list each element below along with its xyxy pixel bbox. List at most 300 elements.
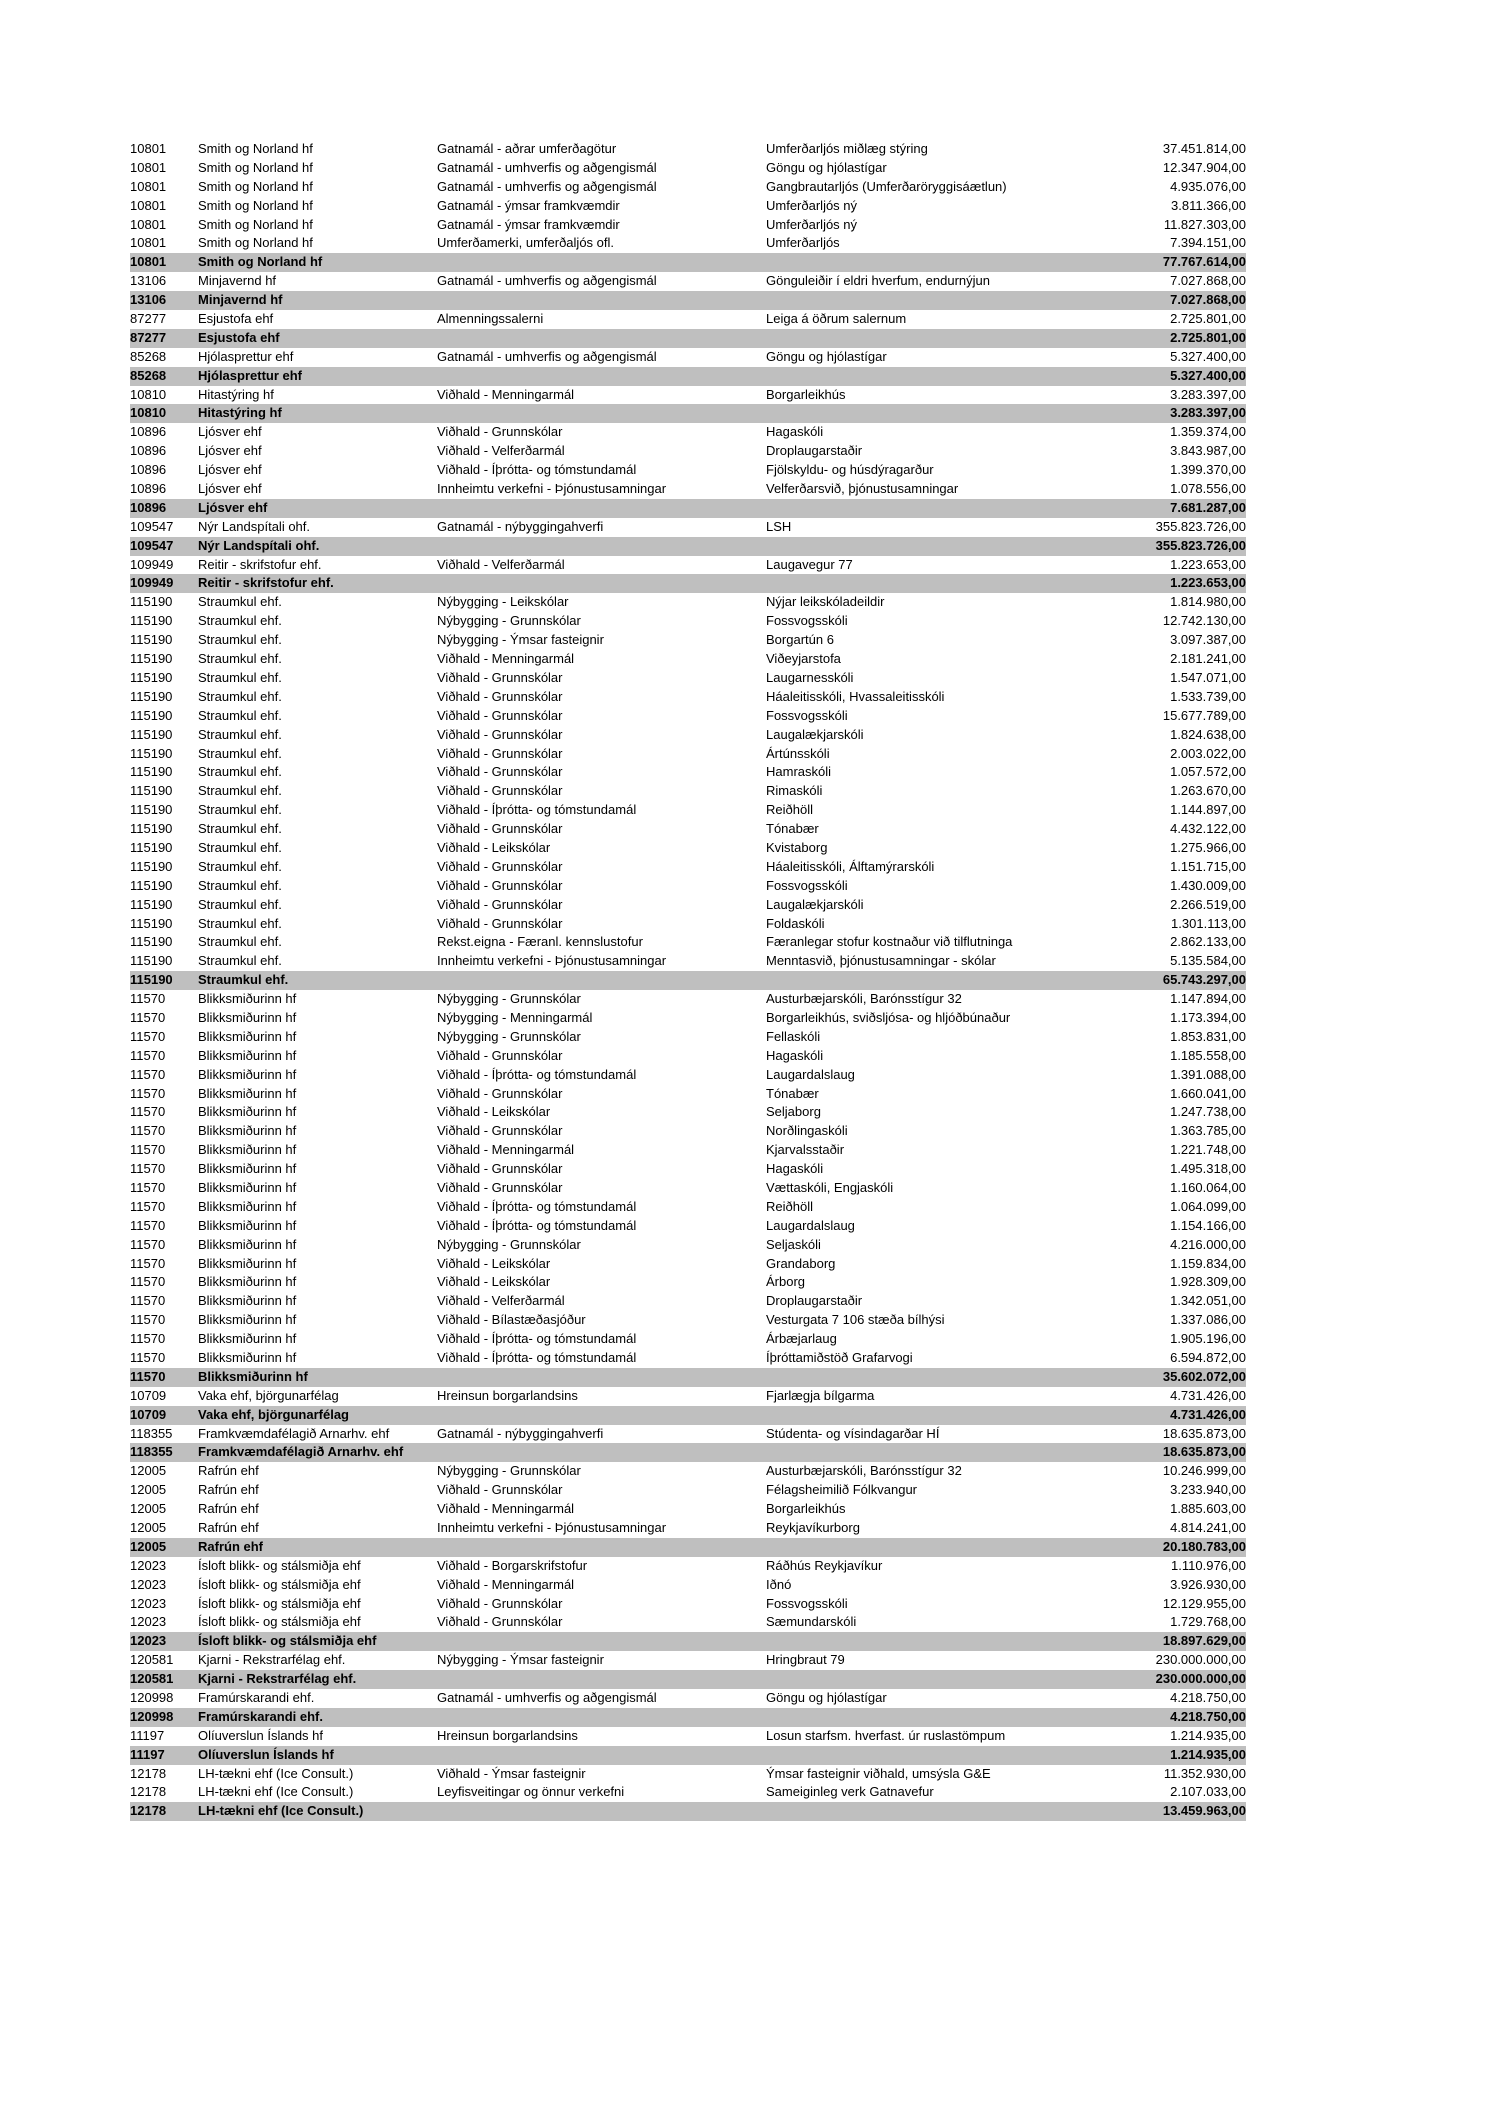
category-cell: Viðhald - Velferðarmál bbox=[437, 556, 565, 572]
table-row bbox=[130, 1255, 1246, 1274]
project-cell: Borgarleikhús, sviðsljósa- og hljóðbúnaður bbox=[766, 1009, 1011, 1025]
category-cell: Nýbygging - Menningarmál bbox=[437, 1009, 593, 1025]
table-row bbox=[130, 480, 1246, 499]
vendor-name-cell: Framkvæmdafélagið Arnarhv. ehf bbox=[198, 1425, 390, 1441]
project-cell: Hagaskóli bbox=[766, 1047, 824, 1063]
vendor-id-cell: 11570 bbox=[130, 1217, 166, 1233]
vendor-name-cell: Blikksmiðurinn hf bbox=[198, 1179, 297, 1195]
vendor-total-row bbox=[130, 1443, 1246, 1462]
category-cell: Viðhald - Menningarmál bbox=[437, 1501, 575, 1517]
amount-cell: 1.247.738,00 bbox=[1170, 1104, 1246, 1120]
category-cell: Viðhald - Íþrótta- og tómstundamál bbox=[437, 1331, 637, 1347]
vendor-id-cell: 118355 bbox=[130, 1444, 173, 1460]
amount-cell: 1.110.976,00 bbox=[1171, 1557, 1246, 1573]
category-cell: Viðhald - Grunnskólar bbox=[437, 669, 563, 685]
vendor-id-cell: 109949 bbox=[130, 575, 174, 591]
table-row bbox=[130, 234, 1246, 253]
vendor-id-cell: 10801 bbox=[130, 235, 167, 251]
vendor-id-cell: 12005 bbox=[130, 1463, 167, 1479]
amount-cell: 1.160.064,00 bbox=[1170, 1179, 1246, 1195]
amount-cell: 4.216.000,00 bbox=[1170, 1236, 1246, 1252]
amount-cell: 1.221.748,00 bbox=[1170, 1142, 1246, 1158]
vendor-id-cell: 11570 bbox=[130, 1312, 166, 1328]
table-row bbox=[130, 1500, 1246, 1519]
project-cell: Ártúnsskóli bbox=[766, 745, 830, 761]
category-cell: Viðhald - Grunnskólar bbox=[437, 707, 563, 723]
category-cell bbox=[437, 329, 766, 348]
project-cell bbox=[766, 1632, 1116, 1651]
amount-cell: 1.824.638,00 bbox=[1170, 726, 1246, 742]
amount-cell: 18.897.629,00 bbox=[1162, 1633, 1246, 1649]
amount-cell: 1.214.935,00 bbox=[1170, 1727, 1246, 1743]
vendor-id-cell: 85268 bbox=[130, 367, 167, 383]
category-cell: Viðhald - Leikskólar bbox=[437, 839, 551, 855]
vendor-id-cell: 109949 bbox=[130, 556, 174, 572]
category-cell bbox=[437, 1406, 766, 1425]
vendor-id-cell: 11570 bbox=[130, 1236, 166, 1252]
project-cell: Háaleitisskóli, Hvassaleitisskóli bbox=[766, 688, 945, 704]
table-row bbox=[130, 310, 1246, 329]
category-cell bbox=[437, 291, 766, 310]
vendor-name-cell: Hitastýring hf bbox=[198, 405, 282, 421]
category-cell: Hreinsun borgarlandsins bbox=[437, 1387, 578, 1403]
category-cell: Gatnamál - umhverfis og aðgengismál bbox=[437, 273, 657, 289]
table-row bbox=[130, 1273, 1246, 1292]
amount-cell: 355.823.726,00 bbox=[1155, 537, 1246, 553]
category-cell: Viðhald - Leikskólar bbox=[437, 1255, 551, 1271]
amount-cell: 1.064.099,00 bbox=[1170, 1198, 1246, 1214]
category-cell: Nýbygging - Grunnskólar bbox=[437, 1028, 581, 1044]
vendor-id-cell: 12023 bbox=[130, 1576, 167, 1592]
vendor-total-row bbox=[130, 499, 1246, 518]
amount-cell: 7.681.287,00 bbox=[1170, 499, 1246, 515]
category-cell: Viðhald - Menningarmál bbox=[437, 1576, 575, 1592]
vendor-name-cell: Kjarni - Rekstrarfélag ehf. bbox=[198, 1671, 357, 1687]
table-row bbox=[130, 858, 1246, 877]
category-cell: Viðhald - Grunnskólar bbox=[437, 1123, 563, 1139]
table-row bbox=[130, 1783, 1246, 1802]
vendor-total-row bbox=[130, 1632, 1246, 1651]
vendor-name-cell: Straumkul ehf. bbox=[198, 896, 282, 912]
category-cell: Hreinsun borgarlandsins bbox=[437, 1727, 578, 1743]
vendor-total-row bbox=[130, 971, 1246, 990]
vendor-name-cell: Straumkul ehf. bbox=[198, 726, 282, 742]
vendor-name-cell: LH-tækni ehf (Ice Consult.) bbox=[198, 1765, 354, 1781]
amount-cell: 1.301.113,00 bbox=[1171, 915, 1246, 931]
project-cell: Árbæjarlaug bbox=[766, 1331, 837, 1347]
category-cell: Viðhald - Menningarmál bbox=[437, 386, 575, 402]
vendor-name-cell: Straumkul ehf. bbox=[198, 669, 282, 685]
category-cell bbox=[437, 537, 766, 556]
vendor-name-cell: Blikksmiðurinn hf bbox=[198, 991, 297, 1007]
table-row bbox=[130, 915, 1246, 934]
vendor-id-cell: 115190 bbox=[130, 821, 173, 837]
vendor-id-cell: 11570 bbox=[130, 1047, 166, 1063]
vendor-id-cell: 115190 bbox=[130, 594, 173, 610]
vendor-name-cell: Framúrskarandi ehf. bbox=[198, 1708, 323, 1724]
project-cell: Grandaborg bbox=[766, 1255, 836, 1271]
project-cell: Reiðhöll bbox=[766, 802, 813, 818]
amount-cell: 18.635.873,00 bbox=[1162, 1425, 1246, 1441]
project-cell bbox=[766, 329, 1116, 348]
vendor-name-cell: Framúrskarandi ehf. bbox=[198, 1690, 315, 1706]
table-row bbox=[130, 348, 1246, 367]
vendor-id-cell: 11570 bbox=[130, 1274, 166, 1290]
amount-cell: 4.731.426,00 bbox=[1170, 1387, 1246, 1403]
vendor-name-cell: Straumkul ehf. bbox=[198, 821, 282, 837]
category-cell: Viðhald - Borgarskrifstofur bbox=[437, 1557, 588, 1573]
vendor-name-cell: Rafrún ehf bbox=[198, 1482, 259, 1498]
amount-cell: 2.003.022,00 bbox=[1170, 745, 1246, 761]
table-row bbox=[130, 933, 1246, 952]
table-row bbox=[130, 631, 1246, 650]
vendor-id-cell: 10709 bbox=[130, 1387, 167, 1403]
vendor-name-cell: Smith og Norland hf bbox=[198, 141, 313, 156]
amount-cell: 1.154.166,00 bbox=[1170, 1217, 1246, 1233]
category-cell bbox=[437, 1632, 766, 1651]
amount-cell: 1.430.009,00 bbox=[1170, 877, 1246, 893]
vendor-id-cell: 10801 bbox=[130, 254, 167, 270]
amount-cell: 3.926.930,00 bbox=[1170, 1576, 1246, 1592]
table-row bbox=[130, 1217, 1246, 1236]
category-cell: Viðhald - Grunnskólar bbox=[437, 1595, 563, 1611]
amount-cell: 12.742.130,00 bbox=[1162, 613, 1246, 629]
category-cell: Nýbygging - Ýmsar fasteignir bbox=[437, 1652, 604, 1668]
table-row bbox=[130, 1141, 1246, 1160]
vendor-id-cell: 11570 bbox=[130, 991, 166, 1007]
project-cell: LSH bbox=[766, 518, 792, 534]
table-row bbox=[130, 1066, 1246, 1085]
vendor-id-cell: 115190 bbox=[130, 858, 173, 874]
project-cell: Fossvogsskóli bbox=[766, 877, 848, 893]
amount-cell: 4.935.076,00 bbox=[1170, 178, 1246, 194]
amount-cell: 1.905.196,00 bbox=[1170, 1331, 1246, 1347]
vendor-id-cell: 120998 bbox=[130, 1708, 174, 1724]
vendor-id-cell: 10896 bbox=[130, 462, 167, 478]
category-cell: Viðhald - Grunnskólar bbox=[437, 858, 563, 874]
vendor-name-cell: Esjustofa ehf bbox=[198, 311, 274, 327]
amount-cell: 1.263.670,00 bbox=[1170, 783, 1246, 799]
vendor-name-cell: Ísloft blikk- og stálsmiðja ehf bbox=[198, 1614, 361, 1630]
vendor-id-cell: 11570 bbox=[130, 1085, 166, 1101]
vendor-total-row bbox=[130, 253, 1246, 272]
table-row bbox=[130, 763, 1246, 782]
vendor-total-row bbox=[130, 537, 1246, 556]
project-cell: Háaleitisskóli, Álftamýrarskóli bbox=[766, 858, 935, 874]
amount-cell: 1.214.935,00 bbox=[1170, 1746, 1246, 1762]
project-cell: Félagsheimilið Fólkvangur bbox=[766, 1482, 918, 1498]
vendor-id-cell: 118355 bbox=[130, 1425, 173, 1441]
vendor-name-cell: Blikksmiðurinn hf bbox=[198, 1142, 297, 1158]
amount-cell: 1.814.980,00 bbox=[1170, 594, 1246, 610]
project-cell: Árborg bbox=[766, 1274, 806, 1290]
amount-cell: 7.394.151,00 bbox=[1170, 235, 1246, 251]
vendor-name-cell: Olíuverslun Íslands hf bbox=[198, 1746, 334, 1762]
vendor-id-cell: 10896 bbox=[130, 443, 167, 459]
vendor-id-cell: 12023 bbox=[130, 1614, 167, 1630]
project-cell: Vesturgata 7 106 stæða bílhýsi bbox=[766, 1312, 945, 1328]
category-cell: Almenningssalerni bbox=[437, 311, 544, 327]
table-row bbox=[130, 896, 1246, 915]
vendor-total-row bbox=[130, 367, 1246, 386]
amount-cell: 2.107.033,00 bbox=[1170, 1784, 1246, 1800]
vendor-id-cell: 12178 bbox=[130, 1765, 167, 1781]
table-row bbox=[130, 1651, 1246, 1670]
table-row bbox=[130, 386, 1246, 405]
vendor-id-cell: 115190 bbox=[130, 877, 173, 893]
vendor-id-cell: 115190 bbox=[130, 934, 173, 950]
vendor-id-cell: 10801 bbox=[130, 141, 167, 156]
amount-cell: 2.862.133,00 bbox=[1170, 934, 1246, 950]
project-cell: Tónabær bbox=[766, 1085, 819, 1101]
category-cell: Innheimtu verkefni - Þjónustusamningar bbox=[437, 1520, 667, 1536]
amount-cell: 7.027.868,00 bbox=[1170, 292, 1246, 308]
amount-cell: 7.027.868,00 bbox=[1170, 273, 1246, 289]
amount-cell: 11.827.303,00 bbox=[1163, 216, 1246, 232]
vendor-name-cell: Smith og Norland hf bbox=[198, 216, 313, 232]
table-row bbox=[130, 1085, 1246, 1104]
project-cell bbox=[766, 574, 1116, 593]
table-row bbox=[130, 877, 1246, 896]
category-cell bbox=[437, 404, 766, 423]
table-row bbox=[130, 140, 1246, 159]
vendor-name-cell: Blikksmiðurinn hf bbox=[198, 1047, 297, 1063]
amount-cell: 2.266.519,00 bbox=[1170, 896, 1246, 912]
category-cell: Viðhald - Grunnskólar bbox=[437, 688, 563, 704]
vendor-name-cell: Smith og Norland hf bbox=[198, 197, 313, 213]
vendor-name-cell: Straumkul ehf. bbox=[198, 934, 282, 950]
category-cell: Viðhald - Grunnskólar bbox=[437, 896, 563, 912]
vendor-id-cell: 12178 bbox=[130, 1803, 167, 1819]
category-cell: Viðhald - Grunnskólar bbox=[437, 726, 563, 742]
vendor-name-cell: Framkvæmdafélagið Arnarhv. ehf bbox=[198, 1444, 404, 1460]
project-cell: Reiðhöll bbox=[766, 1198, 813, 1214]
vendor-name-cell: Olíuverslun Íslands hf bbox=[198, 1727, 324, 1743]
category-cell: Viðhald - Velferðarmál bbox=[437, 1293, 565, 1309]
amount-cell: 3.233.940,00 bbox=[1170, 1482, 1246, 1498]
amount-cell: 3.283.397,00 bbox=[1170, 386, 1246, 402]
vendor-id-cell: 10801 bbox=[130, 197, 167, 213]
project-cell: Fossvogsskóli bbox=[766, 613, 848, 629]
vendor-name-cell: Straumkul ehf. bbox=[198, 953, 282, 969]
table-row bbox=[130, 1519, 1246, 1538]
vendor-id-cell: 115190 bbox=[130, 764, 173, 780]
project-cell: Göngu og hjólastígar bbox=[766, 348, 887, 364]
vendor-name-cell: Blikksmiðurinn hf bbox=[198, 1066, 297, 1082]
project-cell: Menntasvið, þjónustusamningar - skólar bbox=[766, 953, 996, 969]
project-cell: Laugalækjarskóli bbox=[766, 896, 864, 912]
vendor-name-cell: Reitir - skrifstofur ehf. bbox=[198, 556, 322, 572]
vendor-id-cell: 115190 bbox=[130, 839, 173, 855]
vendor-id-cell: 115190 bbox=[130, 915, 173, 931]
amount-cell: 18.635.873,00 bbox=[1162, 1444, 1246, 1460]
amount-cell: 1.660.041,00 bbox=[1170, 1085, 1246, 1101]
vendor-id-cell: 11570 bbox=[130, 1350, 166, 1365]
vendor-name-cell: Smith og Norland hf bbox=[198, 178, 313, 194]
project-cell: Seljaskóli bbox=[766, 1236, 821, 1252]
vendor-name-cell: Ísloft blikk- og stálsmiðja ehf bbox=[198, 1557, 361, 1573]
category-cell: Viðhald - Íþrótta- og tómstundamál bbox=[437, 802, 637, 818]
vendor-name-cell: Rafrún ehf bbox=[198, 1463, 259, 1479]
project-cell bbox=[766, 1670, 1116, 1689]
project-cell: Borgartún 6 bbox=[766, 632, 834, 648]
amount-cell: 37.451.814,00 bbox=[1162, 141, 1246, 156]
vendor-id-cell: 10801 bbox=[130, 159, 167, 175]
project-cell: Sæmundarskóli bbox=[766, 1614, 857, 1630]
vendor-id-cell: 109547 bbox=[130, 537, 174, 553]
table-row bbox=[130, 1028, 1246, 1047]
category-cell bbox=[437, 1708, 766, 1727]
category-cell bbox=[437, 971, 766, 990]
vendor-id-cell: 10896 bbox=[130, 424, 167, 440]
vendor-id-cell: 120998 bbox=[130, 1690, 174, 1706]
category-cell: Viðhald - Íþrótta- og tómstundamál bbox=[437, 1198, 637, 1214]
amount-cell: 1.928.309,00 bbox=[1170, 1274, 1246, 1290]
table-row bbox=[130, 593, 1246, 612]
amount-cell: 1.399.370,00 bbox=[1170, 462, 1246, 478]
category-cell: Viðhald - Grunnskólar bbox=[437, 424, 563, 440]
vendor-name-cell: Hjólasprettur ehf bbox=[198, 348, 294, 364]
vendor-name-cell: Blikksmiðurinn hf bbox=[198, 1350, 297, 1365]
vendor-name-cell: Blikksmiðurinn hf bbox=[198, 1255, 297, 1271]
project-cell: Laugavegur 77 bbox=[766, 556, 853, 572]
table-row bbox=[130, 1122, 1246, 1141]
vendor-id-cell: 12005 bbox=[130, 1501, 167, 1517]
vendor-id-cell: 11570 bbox=[130, 1161, 166, 1177]
category-cell: Viðhald - Menningarmál bbox=[437, 651, 575, 667]
vendor-total-row bbox=[130, 574, 1246, 593]
category-cell: Gatnamál - umhverfis og aðgengismál bbox=[437, 178, 657, 194]
project-cell bbox=[766, 1443, 1116, 1462]
table-row bbox=[130, 650, 1246, 669]
vendor-total-row bbox=[130, 329, 1246, 348]
vendor-name-cell: Blikksmiðurinn hf bbox=[198, 1198, 297, 1214]
amount-cell: 1.495.318,00 bbox=[1170, 1161, 1246, 1177]
vendor-id-cell: 11570 bbox=[130, 1331, 166, 1347]
vendor-name-cell: Minjavernd hf bbox=[198, 273, 277, 289]
amount-cell: 1.173.394,00 bbox=[1170, 1009, 1246, 1025]
amount-cell: 1.275.966,00 bbox=[1170, 839, 1246, 855]
category-cell bbox=[437, 499, 766, 518]
category-cell: Gatnamál - nýbyggingahverfi bbox=[437, 518, 604, 534]
vendor-id-cell: 115190 bbox=[130, 896, 173, 912]
project-cell: Fossvogsskóli bbox=[766, 1595, 848, 1611]
vendor-id-cell: 11570 bbox=[130, 1198, 166, 1214]
table-row bbox=[130, 461, 1246, 480]
vendor-name-cell: Straumkul ehf. bbox=[198, 972, 289, 988]
vendor-name-cell: Straumkul ehf. bbox=[198, 651, 282, 667]
vendor-name-cell: Ísloft blikk- og stálsmiðja ehf bbox=[198, 1633, 377, 1649]
table-row bbox=[130, 990, 1246, 1009]
vendor-id-cell: 11570 bbox=[130, 1255, 166, 1271]
project-cell: Iðnó bbox=[766, 1576, 792, 1592]
vendor-name-cell: Esjustofa ehf bbox=[198, 329, 280, 345]
category-cell: Nýbygging - Grunnskólar bbox=[437, 991, 581, 1007]
project-cell: Velferðarsvið, þjónustusamningar bbox=[766, 481, 959, 497]
vendor-name-cell: Blikksmiðurinn hf bbox=[198, 1217, 297, 1233]
project-cell bbox=[766, 499, 1116, 518]
amount-cell: 1.342.051,00 bbox=[1170, 1293, 1246, 1309]
amount-cell: 1.144.897,00 bbox=[1170, 802, 1246, 818]
category-cell: Viðhald - Grunnskólar bbox=[437, 745, 563, 761]
project-cell: Hagaskóli bbox=[766, 1161, 824, 1177]
vendor-name-cell: LH-tækni ehf (Ice Consult.) bbox=[198, 1803, 364, 1819]
vendor-id-cell: 115190 bbox=[130, 669, 173, 685]
category-cell: Gatnamál - umhverfis og aðgengismál bbox=[437, 1690, 657, 1706]
category-cell: Innheimtu verkefni - Þjónustusamningar bbox=[437, 953, 667, 969]
payment-table bbox=[130, 140, 1246, 1821]
amount-cell: 10.246.999,00 bbox=[1162, 1463, 1246, 1479]
vendor-id-cell: 115190 bbox=[130, 651, 173, 667]
table-row bbox=[130, 1765, 1246, 1784]
table-row bbox=[130, 1349, 1246, 1368]
table-row bbox=[130, 782, 1246, 801]
amount-cell: 1.057.572,00 bbox=[1170, 764, 1246, 780]
amount-cell: 2.725.801,00 bbox=[1170, 311, 1246, 327]
amount-cell: 2.725.801,00 bbox=[1170, 329, 1246, 345]
vendor-name-cell: LH-tækni ehf (Ice Consult.) bbox=[198, 1784, 354, 1800]
vendor-id-cell: 10896 bbox=[130, 499, 167, 515]
vendor-id-cell: 12178 bbox=[130, 1784, 167, 1800]
table-row bbox=[130, 1425, 1246, 1444]
vendor-name-cell: Vaka ehf, björgunarfélag bbox=[198, 1406, 349, 1422]
project-cell: Fossvogsskóli bbox=[766, 707, 848, 723]
table-row bbox=[130, 556, 1246, 575]
amount-cell: 15.677.789,00 bbox=[1162, 707, 1246, 723]
vendor-name-cell: Kjarni - Rekstrarfélag ehf. bbox=[198, 1652, 346, 1668]
project-cell bbox=[766, 1406, 1116, 1425]
table-row bbox=[130, 1179, 1246, 1198]
amount-cell: 1.151.715,00 bbox=[1170, 858, 1246, 874]
vendor-name-cell: Ljósver ehf bbox=[198, 462, 262, 478]
vendor-total-row bbox=[130, 404, 1246, 423]
category-cell: Viðhald - Grunnskólar bbox=[437, 1614, 563, 1630]
table-row bbox=[130, 216, 1246, 235]
category-cell: Nýbygging - Grunnskólar bbox=[437, 1236, 581, 1252]
amount-cell: 4.218.750,00 bbox=[1170, 1708, 1246, 1724]
project-cell: Sameiginleg verk Gatnavefur bbox=[766, 1784, 934, 1800]
project-cell: Laugarnesskóli bbox=[766, 669, 854, 685]
vendor-name-cell: Ljósver ehf bbox=[198, 424, 262, 440]
vendor-total-row bbox=[130, 1802, 1246, 1821]
project-cell: Umferðarljós ný bbox=[766, 197, 858, 213]
category-cell bbox=[437, 1368, 766, 1387]
table-row bbox=[130, 1481, 1246, 1500]
vendor-id-cell: 11197 bbox=[130, 1727, 165, 1743]
amount-cell: 65.743.297,00 bbox=[1162, 972, 1246, 988]
amount-cell: 1.337.086,00 bbox=[1170, 1312, 1246, 1328]
vendor-id-cell: 11570 bbox=[130, 1142, 166, 1158]
vendor-name-cell: Blikksmiðurinn hf bbox=[198, 1293, 297, 1309]
amount-cell: 1.359.374,00 bbox=[1170, 424, 1246, 440]
vendor-total-row bbox=[130, 291, 1246, 310]
table-row bbox=[130, 1047, 1246, 1066]
vendor-name-cell: Rafrún ehf bbox=[198, 1501, 259, 1517]
table-row bbox=[130, 159, 1246, 178]
amount-cell: 2.181.241,00 bbox=[1170, 651, 1246, 667]
vendor-name-cell: Blikksmiðurinn hf bbox=[198, 1123, 297, 1139]
table-row bbox=[130, 688, 1246, 707]
project-cell bbox=[766, 1802, 1116, 1821]
vendor-name-cell: Straumkul ehf. bbox=[198, 839, 282, 855]
vendor-id-cell: 12023 bbox=[130, 1557, 167, 1573]
table-row bbox=[130, 1330, 1246, 1349]
amount-cell: 35.602.072,00 bbox=[1162, 1368, 1246, 1384]
vendor-name-cell: Blikksmiðurinn hf bbox=[198, 1028, 297, 1044]
project-cell bbox=[766, 971, 1116, 990]
project-cell: Reykjavíkurborg bbox=[766, 1520, 860, 1536]
category-cell bbox=[437, 1670, 766, 1689]
